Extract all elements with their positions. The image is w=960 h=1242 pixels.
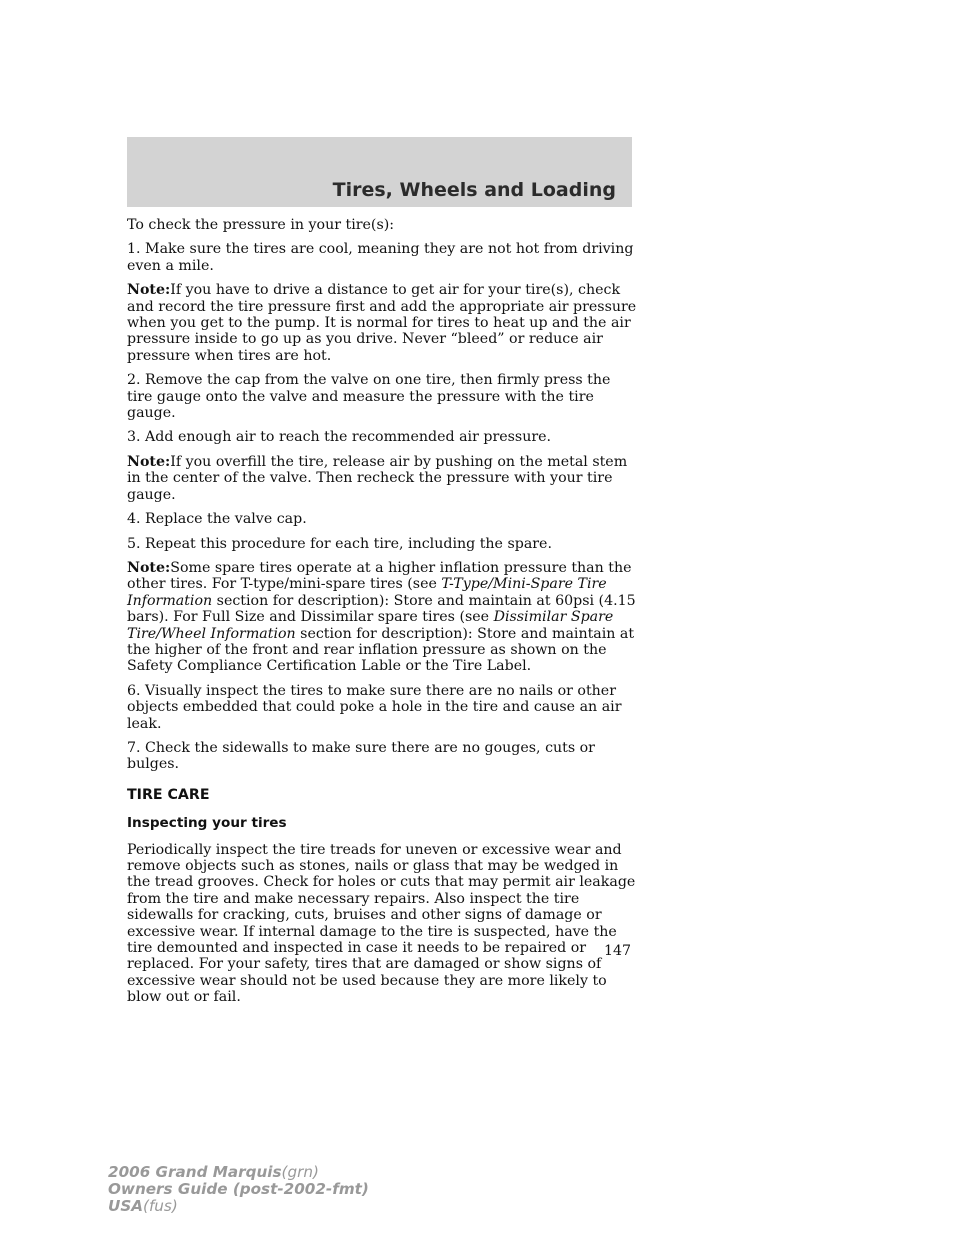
section-title: Tires, Wheels and Loading bbox=[332, 179, 616, 201]
note-label: Note: bbox=[127, 282, 171, 299]
document-footer bbox=[108, 1164, 369, 1215]
note-2-text: If you overfill the tire, release air by pushing on the metal stem in the center of the valve. Then recheck the pressure with your tire gauge. bbox=[127, 453, 628, 503]
note-3-text-b: section for description): Store and maintain at 60psi (4.15 bars). For Full Size and Dissimilar spare tires (see bbox=[127, 592, 636, 626]
note-2 bbox=[127, 454, 637, 503]
footer-line-1 bbox=[108, 1164, 369, 1181]
page-number: 147 bbox=[604, 943, 632, 959]
step-5: 5. Repeat this procedure for each tire, including the spare. bbox=[127, 535, 552, 552]
note-3-reference-dissimilar-spare: Dissimilar Spare Tire/Wheel Information bbox=[127, 609, 614, 642]
note-3-text-a: Some spare tires operate at a higher inflation pressure than the other tires. For T-type/mini-spare tires (see bbox=[127, 559, 632, 593]
note-3-text-c: section for description): Store and maintain at the higher of the front and rear inflation pressure as shown on the Safety Compliance Certification Lable or the Tire Label. bbox=[127, 625, 635, 675]
note-1 bbox=[127, 282, 637, 364]
note-3-reference-mini-spare: T-Type/Mini-Spare Tire Information bbox=[127, 576, 607, 609]
step-1: 1. Make sure the tires are cool, meaning they are not hot from driving even a mile. bbox=[127, 241, 634, 274]
footer-line-3 bbox=[108, 1198, 369, 1215]
section-header-band bbox=[127, 137, 632, 207]
note-3 bbox=[127, 560, 637, 675]
note-1-text: If you have to drive a distance to get air for your tire(s), check and record the tire pressure first and add the appropriate air pressure when you get to the pump. It is normal for tires to heat up and the air pressure inside to go up as you drive. Never “bleed” or reduce air pressure when tires are hot. bbox=[127, 282, 637, 364]
footer-line-2 bbox=[108, 1181, 369, 1198]
note-label: Note: bbox=[127, 453, 171, 470]
step-2: 2. Remove the cap from the valve on one tire, then firmly press the tire gauge onto the valve and measure the pressure with the tire gauge. bbox=[127, 372, 611, 422]
step-4: 4. Replace the valve cap. bbox=[127, 511, 307, 528]
footer-region: USA bbox=[108, 1197, 144, 1215]
intro-text: To check the pressure in your tire(s): bbox=[127, 217, 395, 233]
section-heading-tire-care: TIRE CARE bbox=[127, 786, 210, 803]
step-3: 3. Add enough air to reach the recommended air pressure. bbox=[127, 429, 552, 446]
footer-model: 2006 Grand Marquis bbox=[108, 1163, 282, 1181]
footer-guide: Owners Guide (post-2002-fmt) bbox=[108, 1180, 369, 1198]
page-body bbox=[127, 217, 637, 1014]
note-label: Note: bbox=[127, 559, 171, 576]
inspect-paragraph: Periodically inspect the tire treads for uneven or excessive wear and remove objects such as stones, nails or glass that may be wedged in the tread grooves. Check for holes or cuts that may permit air leakage from the tire and make necessary repairs. Also inspect the tire sidewalls for cracking, cuts, bruises and other signs of damage or excessive wear. If internal damage to the tire is suspected, have the tire demounted and inspected in case it needs to be repaired or replaced. For your safety, tires that are damaged or show signs of excessive wear should not be used because they are more likely to blow out or fail. bbox=[127, 841, 636, 1006]
subheading-inspecting-tires: Inspecting your tires bbox=[127, 815, 287, 832]
step-6: 6. Visually inspect the tires to make sure there are no nails or other objects embedded that could poke a hole in the tire and cause an air leak. bbox=[127, 682, 622, 732]
footer-region-code: (fus) bbox=[143, 1197, 178, 1215]
footer-model-code: (grn) bbox=[281, 1163, 319, 1181]
step-7: 7. Check the sidewalls to make sure there are no gouges, cuts or bulges. bbox=[127, 739, 595, 773]
